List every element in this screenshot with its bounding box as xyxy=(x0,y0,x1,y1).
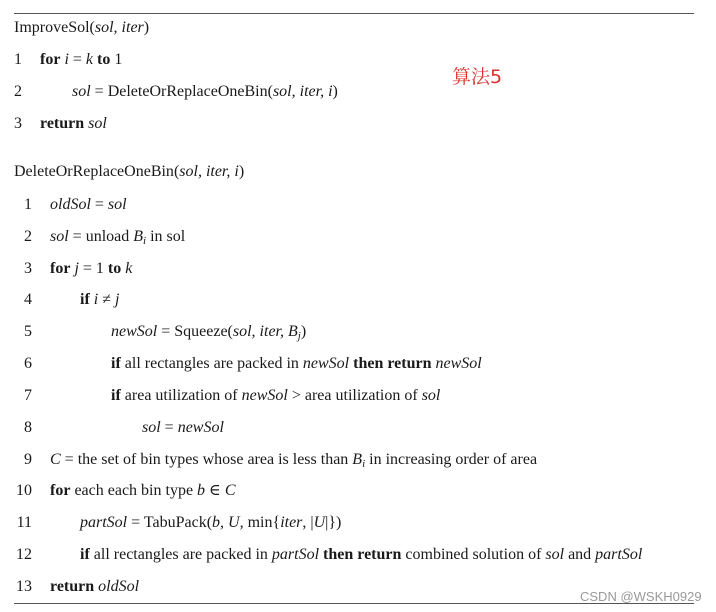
top-rule xyxy=(14,13,694,14)
line-number: 3 xyxy=(14,115,22,132)
proc2-line-2: sol = unload $B_i$ in sol xyxy=(50,228,186,247)
line-number: 11 xyxy=(16,514,32,531)
proc2-line-5: newSol = Squeeze(sol, iter, $B_j$) xyxy=(111,323,307,342)
line-number: 13 xyxy=(16,578,32,595)
proc2-line-3: for j = 1 to k xyxy=(50,260,133,277)
line-number: 10 xyxy=(16,482,32,499)
proc1-line-1: for i = k to 1 xyxy=(40,51,123,68)
line-number: 8 xyxy=(24,419,32,436)
proc1-line-2: sol = DeleteOrReplaceOneBin(sol, iter, i) xyxy=(72,83,338,100)
line-number: 4 xyxy=(24,291,32,308)
watermark: CSDN @WSKH0929 xyxy=(580,589,702,604)
line-number: 1 xyxy=(24,196,32,213)
proc2-line-11: partSol = TabuPack(b, U, min{iter, |U|}) xyxy=(80,514,342,531)
line-number: 7 xyxy=(24,387,32,404)
line-number: 6 xyxy=(24,355,32,372)
line-number: 2 xyxy=(14,83,22,100)
proc2-line-10: for each each bin type b ∈ C xyxy=(50,482,236,499)
line-number: 2 xyxy=(24,228,32,245)
proc2-line-8: sol = newSol xyxy=(142,419,224,436)
proc2-line-4: if i ≠ j xyxy=(80,291,120,308)
proc2-line-13: return oldSol xyxy=(50,578,140,595)
algorithm-label: 算法5 xyxy=(452,66,503,88)
proc2-header: DeleteOrReplaceOneBin(sol, iter, i) xyxy=(14,163,245,180)
proc2-line-7: if area utilization of newSol > area utilization of sol xyxy=(111,387,441,404)
line-number: 3 xyxy=(24,260,32,277)
proc2-line-1: oldSol = sol xyxy=(50,196,127,213)
line-number: 5 xyxy=(24,323,32,340)
proc2-line-12: if all rectangles are packed in partSol then return combined solution of sol and partSol xyxy=(80,546,643,563)
proc2-line-6: if all rectangles are packed in newSol then return newSol xyxy=(111,355,482,372)
proc1-line-3: return sol xyxy=(40,115,107,132)
proc2-line-9: C = the set of bin types whose area is less than $B_i$ in increasing order of area xyxy=(50,451,538,470)
line-number: 12 xyxy=(16,546,32,563)
proc1-header: ImproveSol(sol, iter) xyxy=(14,19,150,36)
line-number: 9 xyxy=(24,451,32,468)
line-number: 1 xyxy=(14,51,22,68)
